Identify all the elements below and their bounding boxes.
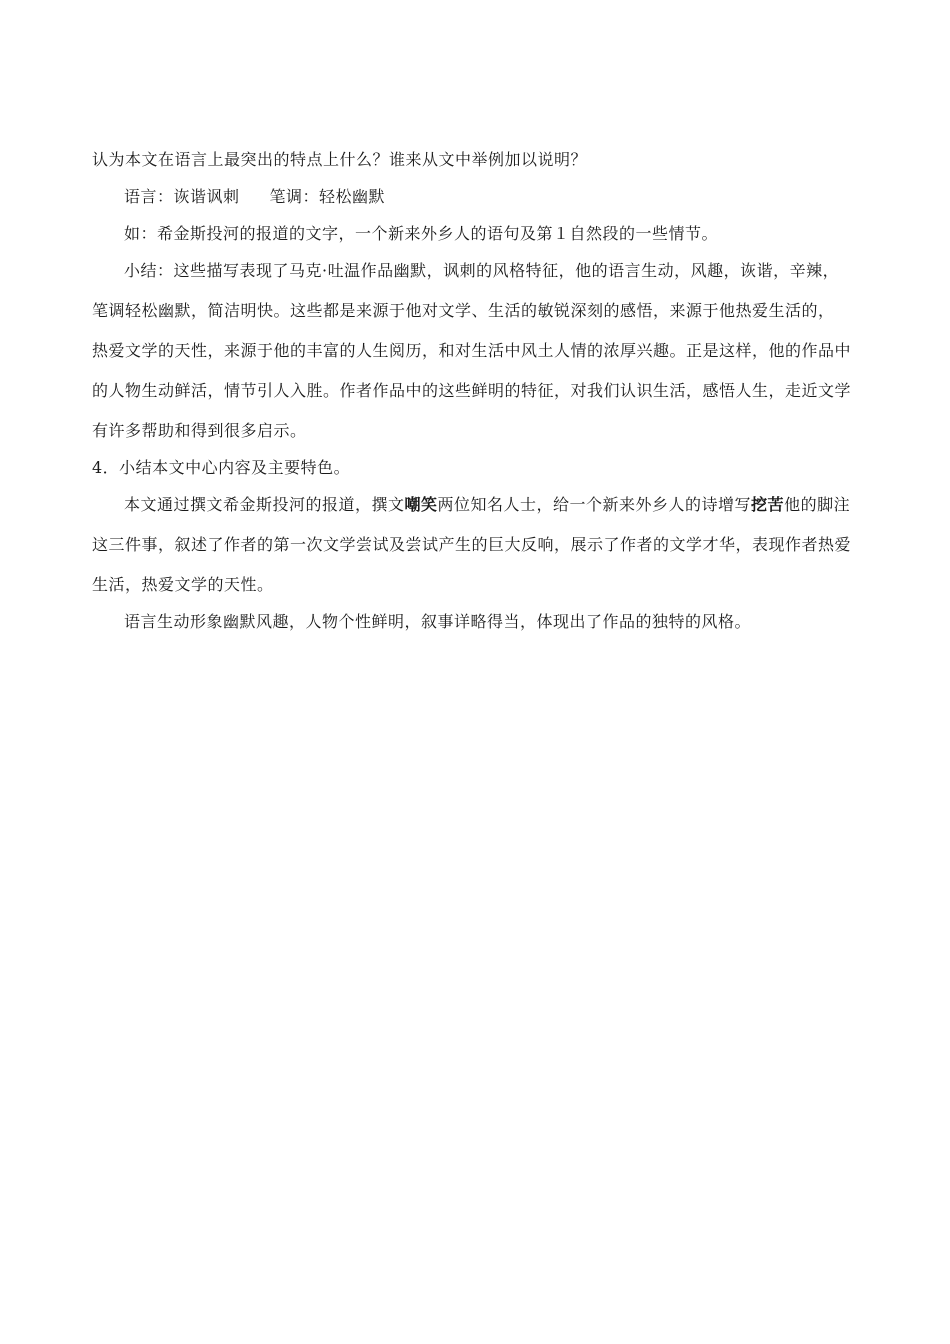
- tone-label: 笔调：轻松幽默: [269, 187, 386, 206]
- content-line-3: 生活，热爱文学的天性。: [92, 575, 274, 594]
- summary-line-1: 小结：这些描写表现了马克·吐温作品幽默，讽刺的风格特征，他的语言生动，风趣，诙谐，辛辣，: [124, 261, 840, 280]
- example-line: 如：希金斯投河的报道的文字，一个新来外乡人的语句及第１自然段的一些情节。: [124, 224, 719, 243]
- section-heading: 4．小结本文中心内容及主要特色。: [92, 458, 351, 477]
- content-text-a: 本文通过撰文希金斯投河的报道，撰文: [124, 495, 405, 514]
- content-line-1: [124, 495, 872, 515]
- summary-line-4: 的人物生动鲜活，情节引人入胜。作者作品中的这些鲜明的特征，对我们认识生活，感悟人生，走近文学: [92, 381, 852, 400]
- question-line: 认为本文在语言上最突出的特点上什么？谁来从文中举例加以说明？: [92, 150, 588, 169]
- content-text-c: 他的脚注: [784, 495, 851, 514]
- summary-line-2: 笔调轻松幽默，简洁明快。这些都是来源于他对文学、生活的敏锐深刻的感悟，来源于他热爱生活的，: [92, 301, 835, 320]
- summary-line-3: 热爱文学的天性，来源于他的丰富的人生阅历，和对生活中风土人情的浓厚兴趣。正是这样，他的作品中: [92, 341, 852, 360]
- keyword-satire: 挖苦: [751, 495, 785, 514]
- content-line-2: 这三件事，叙述了作者的第一次文学尝试及尝试产生的巨大反响，展示了作者的文学才华，表现作者热爱: [92, 535, 852, 554]
- style-summary-line: 语言生动形象幽默风趣，人物个性鲜明，叙事详略得当，体现出了作品的独特的风格。: [124, 612, 752, 631]
- keyword-mock: 嘲笑: [404, 495, 438, 514]
- summary-line-5: 有许多帮助和得到很多启示。: [92, 421, 307, 440]
- content-text-b: 两位知名人士，给一个新来外乡人的诗增写: [437, 495, 752, 514]
- language-label: 语言：诙谐讽刺: [124, 187, 240, 206]
- language-style-line: [124, 187, 872, 207]
